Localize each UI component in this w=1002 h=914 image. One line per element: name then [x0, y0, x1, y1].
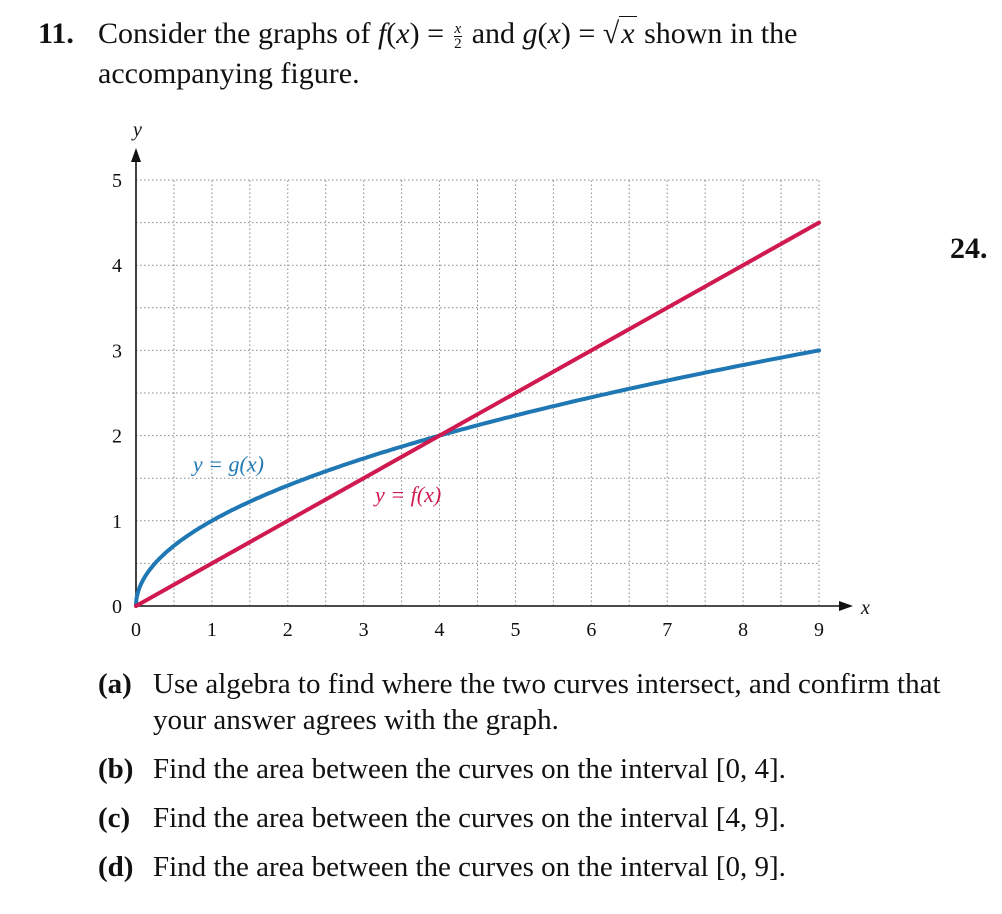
- part-c-text: Find the area between the curves on the interval [4, 9].: [153, 802, 786, 834]
- y-axis-label: y: [133, 119, 142, 141]
- problem-parts: [98, 666, 958, 898]
- grid: [136, 180, 819, 606]
- part-a: [98, 666, 958, 738]
- part-c-letter: (c): [98, 802, 131, 834]
- x-tick-label: 8: [738, 619, 749, 641]
- x-tick-label: 5: [510, 619, 521, 641]
- x-tick-label: 9: [814, 619, 824, 641]
- sqrt-symbol: √: [602, 17, 620, 50]
- part-d-letter: (d): [98, 851, 134, 883]
- f-paren-open: (: [386, 17, 397, 50]
- f-fraction-numerator: x: [454, 20, 462, 37]
- x-tick-label: 0: [131, 619, 141, 641]
- part-d: [98, 849, 958, 885]
- y-tick-label: 1: [112, 510, 122, 533]
- part-d-text: Find the area between the curves on the interval [0, 9].: [153, 851, 786, 883]
- g-paren-open: (: [537, 17, 548, 50]
- x-axis-label: x: [861, 597, 870, 619]
- g-equals: =: [570, 17, 603, 50]
- side-problem-number: 24.: [950, 232, 988, 265]
- part-a-letter: (a): [98, 668, 132, 700]
- g-variable: x: [547, 17, 561, 50]
- y-tick-label: 4: [112, 255, 122, 278]
- y-axis-arrow: [131, 148, 141, 162]
- f-equals: =: [419, 17, 452, 50]
- g-function-name: g: [522, 17, 538, 50]
- part-b-text: Find the area between the curves on the interval [0, 4].: [153, 753, 786, 785]
- x-tick-label: 3: [358, 619, 369, 641]
- sqrt-radicand: x: [621, 17, 635, 50]
- g-curve-label: y = g(x): [192, 451, 264, 477]
- problem-outro-text: shown in the accompanying figure.: [98, 17, 798, 90]
- and-text: and: [464, 17, 523, 50]
- part-b-letter: (b): [98, 753, 134, 785]
- part-c: [98, 800, 958, 836]
- y-tick-label: 3: [112, 340, 122, 363]
- x-axis-arrow: [839, 601, 853, 611]
- g-paren-close: ): [560, 17, 571, 50]
- f-line-label: y = f(x): [375, 482, 442, 508]
- f-line: [136, 223, 819, 606]
- problem-number: 11.: [38, 17, 74, 50]
- y-tick-label: 0: [112, 596, 122, 618]
- x-tick-label: 7: [662, 619, 673, 641]
- f-paren-close: ): [409, 17, 420, 50]
- f-function-name: f: [377, 17, 387, 50]
- problem-intro-text: Consider the graphs of: [98, 17, 378, 50]
- x-tick-label: 6: [586, 619, 597, 641]
- part-a-text: Use algebra to find where the two curves intersect, and confirm that your answer agrees with the graph.: [153, 668, 941, 736]
- f-fraction-denominator: 2: [454, 35, 462, 52]
- x-tick-label: 4: [434, 619, 445, 641]
- f-variable: x: [396, 17, 410, 50]
- x-tick-label: 2: [282, 619, 293, 641]
- x-tick-label: 1: [206, 619, 217, 641]
- part-b: [98, 751, 958, 787]
- y-tick-label: 2: [112, 425, 122, 448]
- y-tick-label: 5: [112, 170, 122, 192]
